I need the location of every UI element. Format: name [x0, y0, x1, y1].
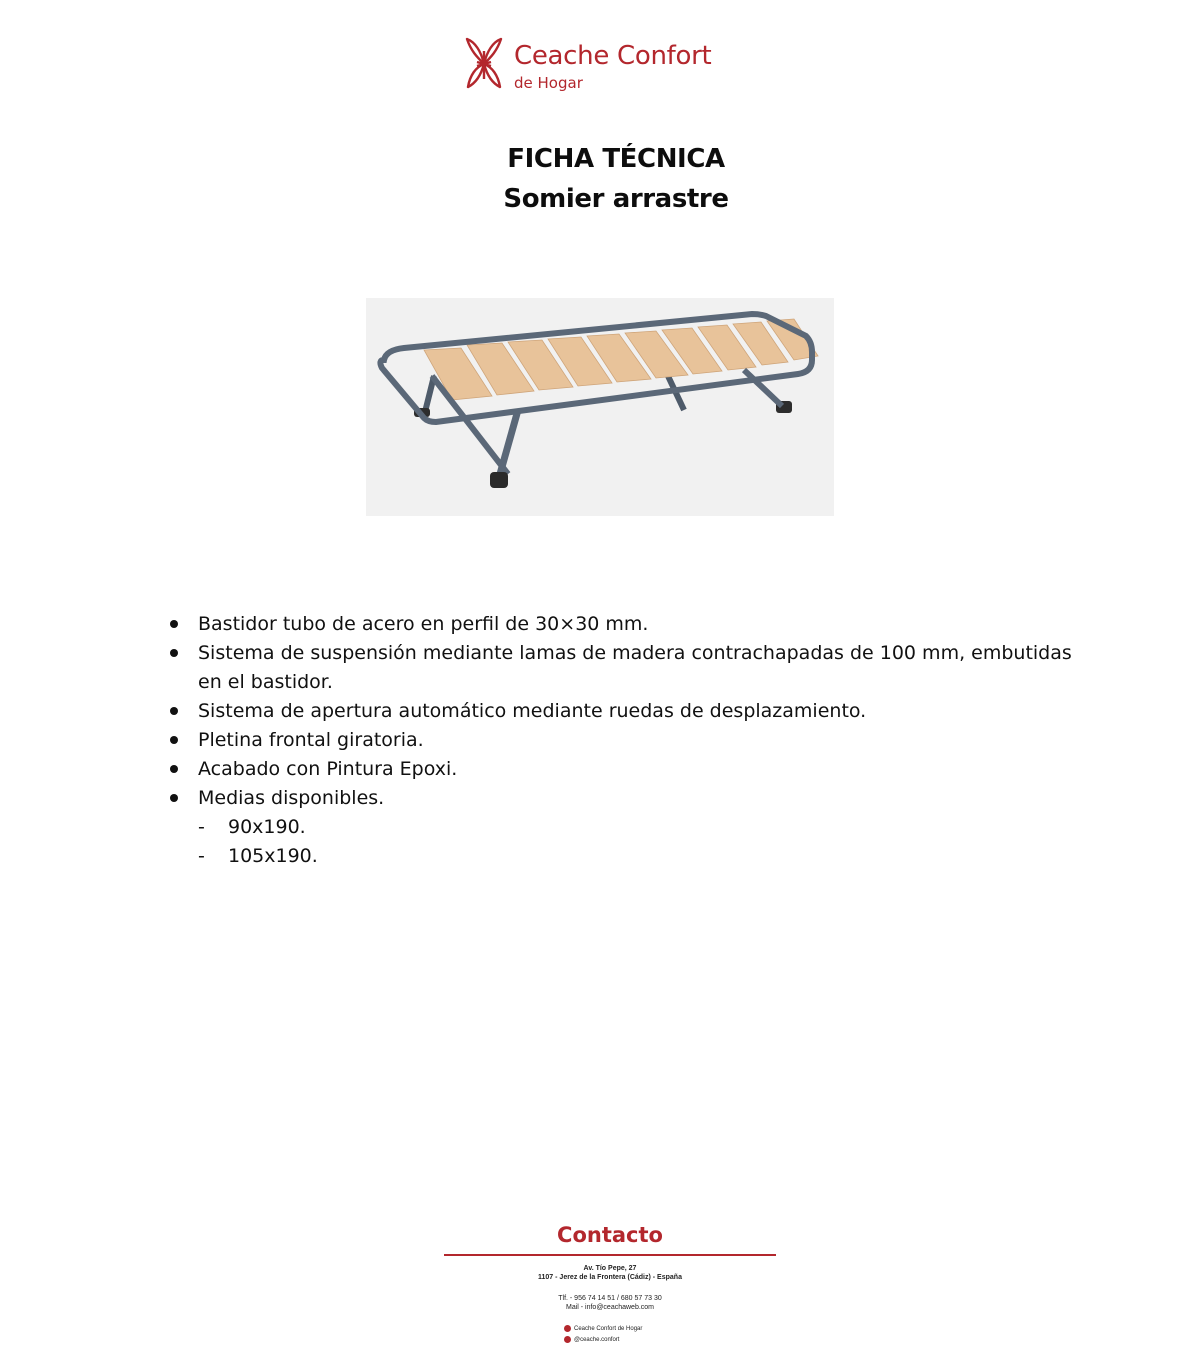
size-list — [198, 813, 1098, 871]
spec-text: Acabado con Pintura Epoxi. — [198, 758, 458, 780]
contact-address: Av. Tío Pepe, 27 — [583, 1265, 637, 1272]
size-text: 90x190. — [228, 816, 306, 838]
instagram-link[interactable] — [440, 1335, 780, 1346]
spec-text: Sistema de apertura automático mediante ruedas de desplazamiento. — [198, 700, 867, 722]
contact-block — [440, 1222, 780, 1346]
spec-text: Sistema de suspensión mediante lamas de madera contrachapadas de 100 mm, embutidas en el bastidor. — [198, 642, 1072, 693]
dash-marker: - — [198, 816, 205, 838]
bullet-icon — [170, 794, 178, 802]
facebook-label: Ceache Confort de Hogar — [574, 1326, 643, 1332]
brand-subtitle: de Hogar — [514, 74, 583, 92]
size-item — [198, 842, 1098, 871]
spec-item — [168, 697, 1098, 726]
facebook-icon — [564, 1325, 571, 1332]
size-item — [198, 813, 1098, 842]
contact-city: 1107 - Jerez de la Frontera (Cádiz) - España — [538, 1274, 682, 1281]
contact-mail[interactable]: Mail - info@ceachaweb.com — [565, 1304, 655, 1311]
brand-logo — [463, 33, 733, 97]
bullet-icon — [170, 736, 178, 744]
document-title: FICHA TÉCNICA — [507, 144, 725, 174]
spec-text: Bastidor tubo de acero en perfil de 30×30 mm. — [198, 613, 649, 635]
spec-text: Medias disponibles. — [198, 787, 385, 809]
spec-item — [168, 610, 1098, 639]
bullet-icon — [170, 707, 178, 715]
bullet-icon — [170, 765, 178, 773]
spec-list — [168, 610, 1098, 871]
spec-item — [168, 755, 1098, 784]
facebook-link[interactable] — [440, 1324, 780, 1335]
dash-marker: - — [198, 845, 205, 867]
spec-item — [168, 784, 1098, 871]
bullet-icon — [170, 620, 178, 628]
instagram-icon — [564, 1336, 571, 1343]
brand-name: Ceache Confort — [514, 41, 712, 71]
contact-divider — [444, 1254, 776, 1256]
contact-title: Contacto — [557, 1223, 663, 1247]
product-name: Somier arrastre — [503, 184, 729, 214]
instagram-label: @ceache.confort — [574, 1337, 620, 1343]
bullet-icon — [170, 649, 178, 657]
spec-text: Pletina frontal giratoria. — [198, 729, 424, 751]
butterfly-logo-icon — [463, 33, 505, 95]
contact-phone[interactable]: Tlf. - 956 74 14 51 / 680 57 73 30 — [558, 1295, 662, 1302]
spec-item — [168, 726, 1098, 755]
product-photo — [366, 298, 834, 516]
size-text: 105x190. — [228, 845, 318, 867]
spec-item — [168, 639, 1098, 697]
